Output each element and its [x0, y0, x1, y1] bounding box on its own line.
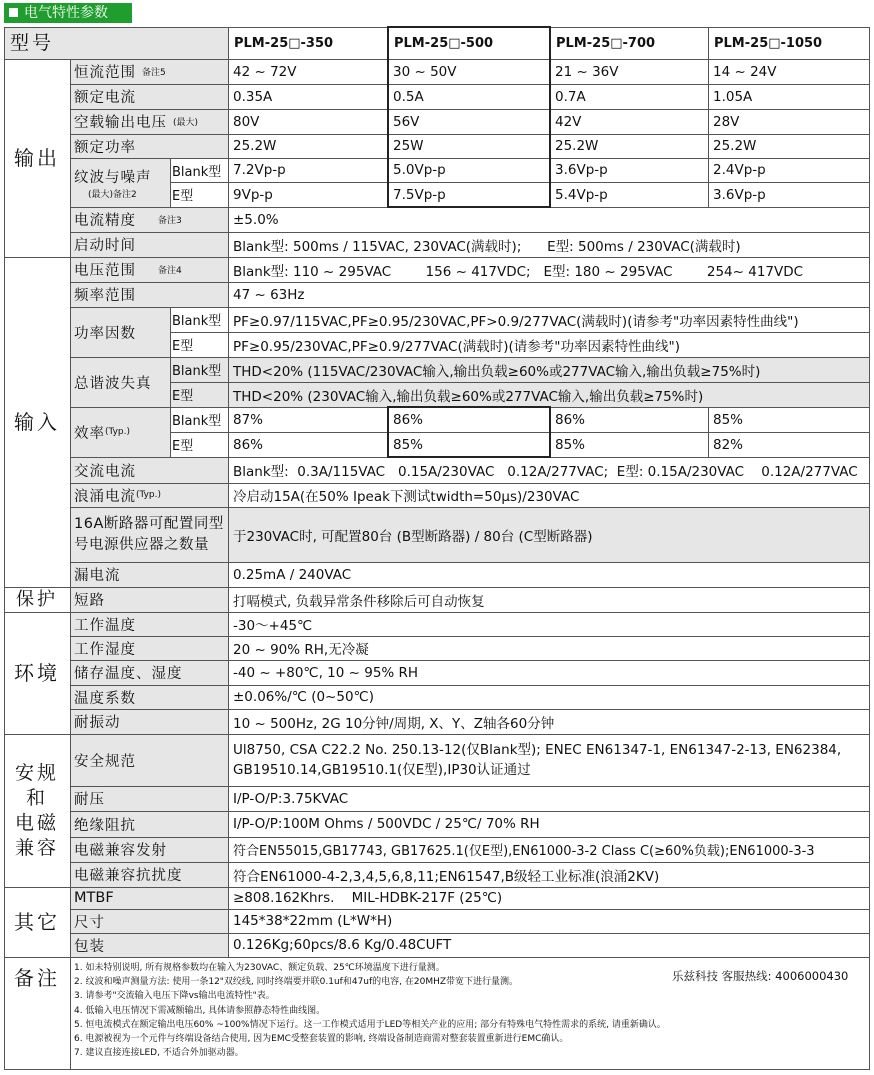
- withstand-label: 耐压: [70, 786, 228, 811]
- model-label: 型号: [4, 27, 228, 59]
- ripple-e-700: 5.4Vp-p: [555, 186, 608, 203]
- ripple-blank-label: Blank型: [172, 164, 222, 180]
- temp-coeff-value: ±0.06%/℃ (0~50℃): [233, 689, 374, 705]
- rated-current-350: 0.35A: [233, 88, 273, 105]
- spec-table: [4, 27, 870, 1072]
- thd-blank-label: Blank型: [170, 357, 228, 382]
- eff-blank-500: 86%: [393, 411, 424, 428]
- rated-power-350: 25.2W: [233, 138, 277, 154]
- ac-current-value: Blank型: 0.3A/115VAC 0.15A/230VAC 0.12A/277VAC; E型: 0.15A/230VAC 0.12A/277VAC: [233, 464, 858, 480]
- service-hotline: 乐兹科技 客服热线: 4006000430: [672, 969, 849, 983]
- model-500: PLM-25□-500: [394, 35, 494, 51]
- isolation-value: I/P-O/P:100M Ohms / 500VDC / 25℃/ 70% RH: [233, 816, 540, 832]
- group-protection: 保护: [16, 589, 58, 610]
- ripple-blank-350: 7.2Vp-p: [233, 162, 286, 178]
- rated-power-label: 额定功率: [70, 134, 228, 158]
- startup-time-label: 启动时间: [70, 232, 228, 257]
- rated-power-700: 25.2W: [555, 138, 599, 154]
- leakage-label: 漏电流: [70, 562, 228, 587]
- thd-e-label: E型: [170, 382, 228, 407]
- eff-blank-350: 87%: [233, 411, 264, 428]
- short-circuit-value: 打嗝模式, 负载异常条件移除后可自动恢复: [233, 593, 485, 610]
- working-temp-value: -30～+45℃: [233, 618, 313, 634]
- no-load-voltage-1050: 28V: [713, 113, 740, 130]
- isolation-label: 绝缘阻抗: [70, 811, 228, 837]
- frequency-range-label: 频率范围: [70, 282, 228, 307]
- no-load-voltage-700: 42V: [555, 113, 582, 130]
- dimension-label: 尺寸: [70, 909, 228, 933]
- ripple-e-1050: 3.6Vp-p: [713, 186, 766, 203]
- eff-e-label: E型: [172, 439, 194, 454]
- eff-blank-700: 86%: [555, 411, 586, 428]
- no-load-voltage-label: 空载输出电压 (最大): [70, 109, 228, 134]
- voltage-range-label: 电压范围 备注4: [70, 257, 228, 282]
- cc-range-350: 42 ~ 72V: [233, 63, 297, 80]
- safety-label: 安全规范: [70, 734, 228, 786]
- ripple-label: 纹波与噪声 (最大)备注2: [70, 158, 170, 207]
- note-line: 3. 请参考"交流输入电压下降vs输出电流特性"表。: [74, 991, 275, 1002]
- group-others: 其它: [14, 909, 60, 934]
- cc-range-700: 21 ~ 36V: [555, 63, 619, 80]
- current-tolerance-value: ±5.0%: [233, 211, 279, 228]
- working-temp-label: 工作温度: [70, 612, 228, 636]
- rated-power-1050: 25.2W: [713, 138, 757, 154]
- eff-blank-1050: 85%: [713, 411, 744, 428]
- group-safety-emc: 安规 和 电磁 兼容: [14, 761, 59, 859]
- leakage-value: 0.25mA / 240VAC: [233, 566, 352, 583]
- group-environment: 环境: [14, 660, 60, 685]
- ripple-blank-700: 3.6Vp-p: [555, 162, 608, 178]
- inrush-label: 浪涌电流 (Typ.): [70, 483, 228, 507]
- ripple-e-350: 9Vp-p: [233, 186, 273, 203]
- group-notes: 备注: [14, 966, 60, 990]
- note-line: 1. 如未特别说明, 所有规格参数均在输入为230VAC、额定负载、25℃环境温度下进行量测。: [74, 963, 445, 973]
- ac-current-label: 交流电流: [70, 457, 228, 483]
- pf-blank-value: PF≥0.97/115VAC,PF≥0.95/230VAC,PF>0.9/277VAC(满载时)(请参考"功率因素特性曲线"): [233, 313, 799, 330]
- model-700: PLM-25□-700: [556, 35, 656, 51]
- storage-label: 储存温度、湿度: [70, 660, 228, 685]
- model-350: PLM-25□-350: [234, 35, 334, 51]
- short-circuit-label: 短路: [70, 587, 228, 612]
- rated-current-700: 0.7A: [555, 88, 586, 105]
- vibration-value: 10 ~ 500Hz, 2G 10分钟/周期, X、Y、Z轴各60分钟: [233, 715, 555, 732]
- storage-value: -40 ~ +80℃, 10 ~ 95% RH: [233, 664, 419, 681]
- cc-range-label: 恒流范围 备注5: [70, 59, 228, 84]
- group-input: 输入: [14, 409, 60, 434]
- no-load-voltage-500: 56V: [393, 113, 420, 130]
- pf-e-label: E型: [172, 339, 194, 354]
- note-line: 7. 建议直接连接LED, 不适合外加驱动器。: [74, 1048, 244, 1059]
- ripple-e-label: E型: [172, 189, 194, 204]
- efficiency-label: 效率 (Typ.): [70, 407, 170, 457]
- pf-e-value: PF≥0.95/230VAC,PF≥0.9/277VAC(满载时)(请参考"功率因素特性曲线"): [233, 338, 680, 355]
- rated-current-1050: 1.05A: [713, 88, 753, 105]
- packing-label: 包装: [70, 933, 228, 957]
- eff-blank-label: Blank型: [172, 414, 222, 429]
- model-1050: PLM-25□-1050: [714, 35, 823, 51]
- breaker-value: 于230VAC时, 可配置80台 (B型断路器) / 80台 (C型断路器): [228, 507, 870, 562]
- safety-value: Ul8750, CSA C22.2 No. 250.13-12(仅Blank型); ENEC EN61347-1, EN61347-2-13, EN62384, GB19510.14,GB19510.1(仅E型),IP30认证通过: [233, 742, 842, 778]
- thd-label: 总谐波失真: [70, 357, 170, 407]
- emc-emission-value: 符合EN55015,GB17743, GB17625.1(仅E型),EN61000-3-2 Class C(≥60%负载);EN61000-3-3: [233, 844, 815, 859]
- eff-e-700: 85%: [555, 436, 586, 453]
- startup-time-value: Blank型: 500ms / 115VAC, 230VAC(满载时); E型: 500ms / 230VAC(满载时): [233, 238, 741, 255]
- eff-e-350: 86%: [233, 436, 264, 453]
- thd-e-value: THD<20% (230VAC输入,输出负载≥60%或277VAC输入,输出负载≥75%时): [228, 382, 870, 407]
- rated-current-label: 额定电流: [70, 84, 228, 109]
- no-load-voltage-350: 80V: [233, 113, 260, 130]
- rated-power-500: 25W: [393, 138, 424, 154]
- thd-blank-value: THD<20% (115VAC/230VAC输入,输出负载≥60%或277VAC输入,输出负载≥75%时): [228, 357, 870, 382]
- note-line: 5. 恒电流模式在额定输出电压60% ~100%情况下运行。这一工作模式适用于LED等相关产业的应用; 部分有特殊电气特性需求的系统, 请重新确认。: [74, 1019, 666, 1030]
- frequency-range-value: 47 ~ 63Hz: [233, 286, 305, 303]
- section-header: [4, 3, 132, 23]
- pf-blank-label: Blank型: [172, 314, 222, 329]
- power-factor-label: 功率因数: [70, 307, 170, 357]
- vibration-label: 耐振动: [70, 709, 228, 734]
- voltage-range-value: Blank型: 110 ~ 295VAC 156 ~ 417VDC; E型: 180 ~ 295VAC 254~ 417VDC: [233, 263, 804, 280]
- rated-current-500: 0.5A: [393, 88, 424, 105]
- mtbf-label: MTBF: [70, 887, 228, 909]
- ripple-e-500: 7.5Vp-p: [393, 186, 446, 203]
- note-line: 6. 电源被视为一个元件与终端设备结合使用, 因为EMC受整套装置的影响, 终端设备制造商需对整套装置重新进行EMC确认。: [74, 1034, 569, 1045]
- ripple-blank-500: 5.0Vp-p: [393, 162, 446, 178]
- note-line: 4. 低输入电压情况下需减额输出, 具体请参照静态特性曲线图。: [74, 1005, 326, 1016]
- emc-immunity-label: 电磁兼容抗扰度: [70, 862, 228, 887]
- ripple-blank-1050: 2.4Vp-p: [713, 162, 766, 178]
- note-line: 2. 纹波和噪声测量方法: 使用一条12"双绞线, 同时终端要并联0.1uf和47uf的电容, 在20MHZ带宽下进行量测。: [74, 977, 519, 988]
- inrush-value: 冷启动15A(在50% Ipeak下测试twidth=50μs)/230VAC: [233, 489, 580, 505]
- temp-coeff-label: 温度系数: [70, 685, 228, 709]
- emc-immunity-value: 符合EN61000-4-2,3,4,5,6,8,11;EN61547,B级轻工业标准(浪涌2KV): [233, 868, 660, 885]
- dimension-value: 145*38*22mm (L*W*H): [233, 913, 393, 929]
- working-humidity-value: 20 ~ 90% RH,无冷凝: [233, 642, 369, 658]
- packing-value: 0.126Kg;60pcs/8.6 Kg/0.48CUFT: [233, 937, 452, 953]
- section-title: 电气特性参数: [24, 5, 108, 21]
- eff-e-1050: 82%: [713, 436, 744, 453]
- eff-e-500: 85%: [393, 436, 424, 453]
- breaker-label: 16A断路器可配置同型 号电源供应器之数量: [70, 507, 228, 562]
- cc-range-500: 30 ~ 50V: [393, 63, 457, 80]
- withstand-value: I/P-O/P:3.75KVAC: [233, 790, 349, 807]
- square-icon: [9, 8, 18, 17]
- working-humidity-label: 工作湿度: [70, 636, 228, 660]
- current-tolerance-label: 电流精度 备注3: [70, 207, 228, 232]
- group-output: 输出: [14, 145, 60, 170]
- cc-range-1050: 14 ~ 24V: [713, 63, 777, 80]
- mtbf-value: ≥808.162Khrs. MIL-HDBK-217F (25℃): [233, 890, 503, 906]
- emc-emission-label: 电磁兼容发射: [70, 837, 228, 862]
